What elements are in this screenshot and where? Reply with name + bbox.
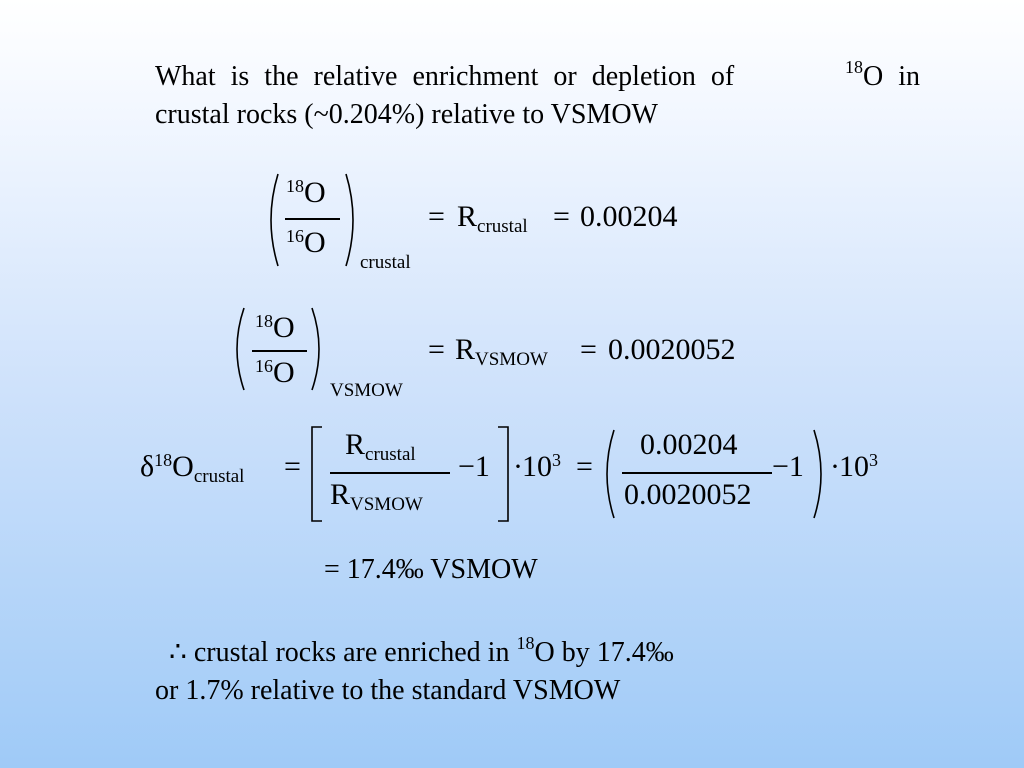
intro-line-1-end: [845, 58, 920, 96]
exponent: 3: [869, 450, 878, 470]
equals-sign: =: [580, 333, 597, 366]
ratio-value: 0.0020052: [608, 333, 736, 366]
equals-sign: =: [428, 200, 445, 233]
intro-line-1-prefix: What is the relative enrichment or depletion of: [155, 61, 735, 92]
minus-one: −1: [458, 450, 490, 483]
multiply-dot: ·: [830, 450, 840, 483]
right-paren: [810, 428, 830, 520]
numeric-denominator: 0.0020052: [624, 478, 752, 511]
right-bracket: [496, 426, 510, 522]
bracket-denominator: [330, 478, 423, 515]
conclusion-line-2: or 1.7% relative to the standard VSMOW: [155, 675, 621, 706]
base-ten: 10: [839, 450, 869, 483]
right-paren: [342, 172, 362, 268]
r-subscript: VSMOW: [350, 494, 423, 515]
r-symbol: R: [330, 478, 351, 511]
intro-line-1: [155, 58, 920, 96]
power-of-ten: [522, 450, 561, 484]
fraction-bar: [285, 218, 340, 220]
ratio-value: 0.00204: [580, 200, 678, 233]
result-line: = 17.4‰ VSMOW: [324, 554, 538, 585]
isotope-mass: 18: [154, 450, 173, 470]
left-paren: [262, 172, 282, 268]
intro-line-1-suffix: O in: [863, 61, 920, 92]
delta-symbol: δ: [140, 450, 155, 483]
conclusion-line-1-suffix: O by 17.4‰: [534, 637, 674, 668]
element-symbol: O: [273, 356, 295, 389]
ratio-symbol: [455, 333, 548, 370]
ratio-numerator: [286, 176, 326, 210]
left-paren: [598, 428, 618, 520]
left-paren: [228, 306, 248, 392]
base-ten: 10: [522, 450, 552, 483]
r-symbol: R: [345, 428, 366, 461]
intro-line-2: crustal rocks (~0.204%) relative to VSMOW: [155, 99, 658, 130]
ratio-denominator: [255, 356, 295, 390]
exponent: 3: [552, 450, 561, 470]
r-symbol: R: [457, 200, 478, 233]
isotope-mass: 18: [286, 176, 304, 196]
conclusion-line-1-prefix: crustal rocks are enriched in: [193, 637, 510, 668]
delta-term: [140, 450, 245, 487]
numeric-numerator: 0.00204: [640, 428, 738, 461]
equals-sign: =: [428, 333, 445, 366]
minus-one: −1: [772, 450, 804, 483]
ratio-numerator: [255, 311, 295, 345]
power-of-ten: [839, 450, 878, 484]
conclusion-paragraph: [155, 634, 674, 710]
bracket-numerator: [345, 428, 416, 465]
isotope-mass: 18: [255, 311, 273, 331]
multiply-dot: ·: [513, 450, 523, 483]
element-symbol: O: [172, 450, 194, 483]
ratio-symbol: [457, 200, 528, 237]
r-subscript: VSMOW: [475, 349, 548, 370]
ratio-subscript: crustal: [360, 252, 411, 273]
ratio-subscript: VSMOW: [330, 380, 403, 401]
fraction-bar: [330, 472, 450, 474]
r-symbol: R: [455, 333, 476, 366]
ratio-denominator: [286, 226, 326, 260]
right-paren: [308, 306, 328, 392]
r-subscript: crustal: [365, 444, 416, 465]
conclusion-isotope-mass: 18: [516, 632, 535, 653]
element-symbol: O: [273, 311, 295, 344]
r-subscript: crustal: [477, 216, 528, 237]
fraction-bar: [252, 350, 307, 352]
element-symbol: O: [304, 226, 326, 259]
equals-sign: =: [284, 450, 301, 483]
delta-subscript: crustal: [193, 466, 245, 487]
left-bracket: [310, 426, 324, 522]
element-symbol: O: [304, 176, 326, 209]
fraction-bar: [622, 472, 772, 474]
isotope-mass: 16: [255, 356, 273, 376]
equals-sign: =: [553, 200, 570, 233]
equals-sign: =: [576, 450, 593, 483]
intro-paragraph: [155, 58, 920, 134]
intro-isotope-mass: 18: [845, 56, 863, 77]
isotope-mass: 16: [286, 226, 304, 246]
therefore-symbol: ∴: [169, 637, 187, 668]
conclusion-line-1: [155, 634, 674, 672]
